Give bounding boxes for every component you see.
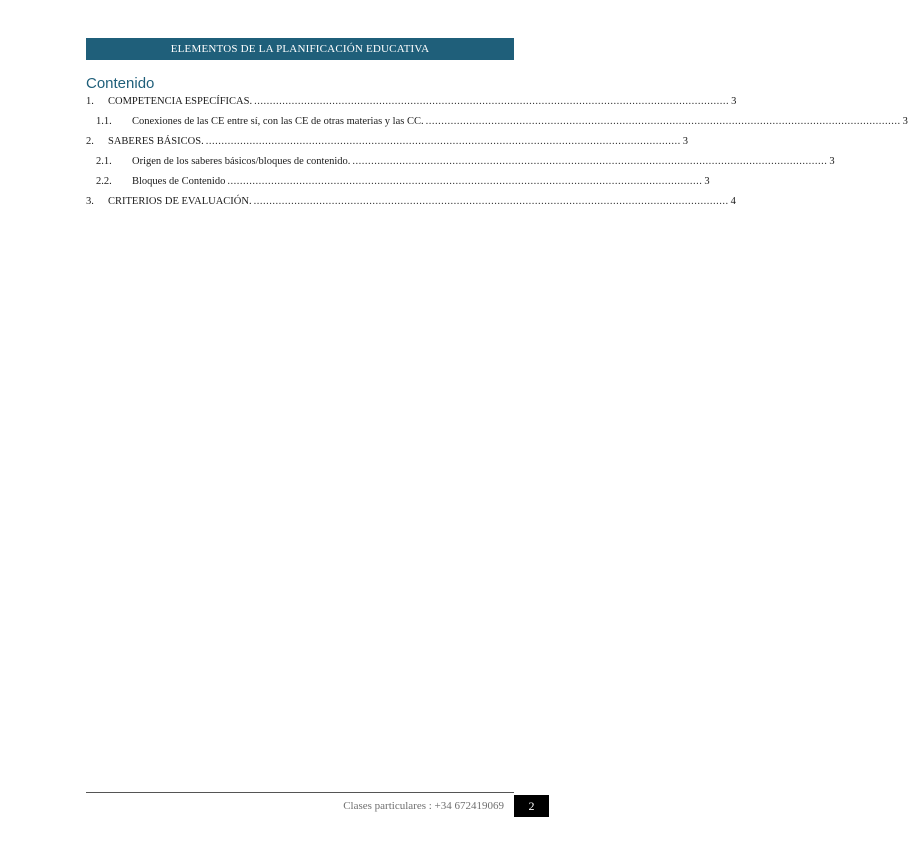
toc-entry-1[interactable] bbox=[86, 96, 737, 110]
toc-leader-dots: ........................................................................................................................................................ bbox=[254, 96, 730, 107]
toc-entry-number: 3. bbox=[86, 196, 94, 207]
toc-leader-dots: ........................................................................................................................................................ bbox=[253, 196, 729, 207]
footer-contact: Clases particulares : +34 672419069 bbox=[343, 800, 504, 812]
toc-entry-2-1[interactable] bbox=[86, 156, 835, 170]
page-number: 2 bbox=[528, 798, 535, 813]
toc-entry-page: 4 bbox=[730, 196, 736, 207]
toc-entry-number: 2.2. bbox=[96, 176, 112, 187]
toc-title: Contenido bbox=[86, 75, 155, 92]
toc-leader-dots: ........................................................................................................................................................ bbox=[205, 136, 681, 147]
toc-leader-dots: ........................................................................................................................................................ bbox=[352, 156, 828, 167]
toc-entry-page: 3 bbox=[902, 116, 908, 127]
footer-rule bbox=[86, 792, 514, 793]
toc-entry-number: 2. bbox=[86, 136, 94, 147]
toc-entry-number: 2.1. bbox=[96, 156, 112, 167]
toc-entry-text: Origen de los saberes básicos/bloques de contenido. bbox=[132, 156, 351, 167]
toc-entry-page: 3 bbox=[731, 96, 737, 107]
toc-entry-2-2[interactable] bbox=[86, 176, 710, 190]
running-header bbox=[86, 38, 514, 60]
toc-entry-text: Bloques de Contenido bbox=[132, 176, 226, 187]
toc-entry-number: 1.1. bbox=[96, 116, 112, 127]
toc-entry-text: Conexiones de las CE entre sí, con las CE de otras materias y las CC. bbox=[132, 116, 424, 127]
toc-leader-dots: ........................................................................................................................................................ bbox=[227, 176, 703, 187]
toc-entry-1-1[interactable] bbox=[86, 116, 908, 130]
toc-entry-text: COMPETENCIA ESPECÍFICAS. bbox=[108, 96, 253, 107]
running-header-title: ELEMENTOS DE LA PLANIFICACIÓN EDUCATIVA bbox=[170, 43, 430, 55]
toc-leader-dots: ........................................................................................................................................................ bbox=[425, 116, 901, 127]
toc-entry-2[interactable] bbox=[86, 136, 688, 150]
toc-entry-page: 3 bbox=[682, 136, 688, 147]
toc-entry-page: 3 bbox=[829, 156, 835, 167]
toc-entry-page: 3 bbox=[704, 176, 710, 187]
toc-entry-3[interactable] bbox=[86, 196, 736, 210]
toc-entry-text: SABERES BÁSICOS. bbox=[108, 136, 204, 147]
toc-entry-number: 1. bbox=[86, 96, 94, 107]
toc-entry-text: CRITERIOS DE EVALUACIÓN. bbox=[108, 196, 252, 207]
page-number-box bbox=[514, 795, 549, 817]
